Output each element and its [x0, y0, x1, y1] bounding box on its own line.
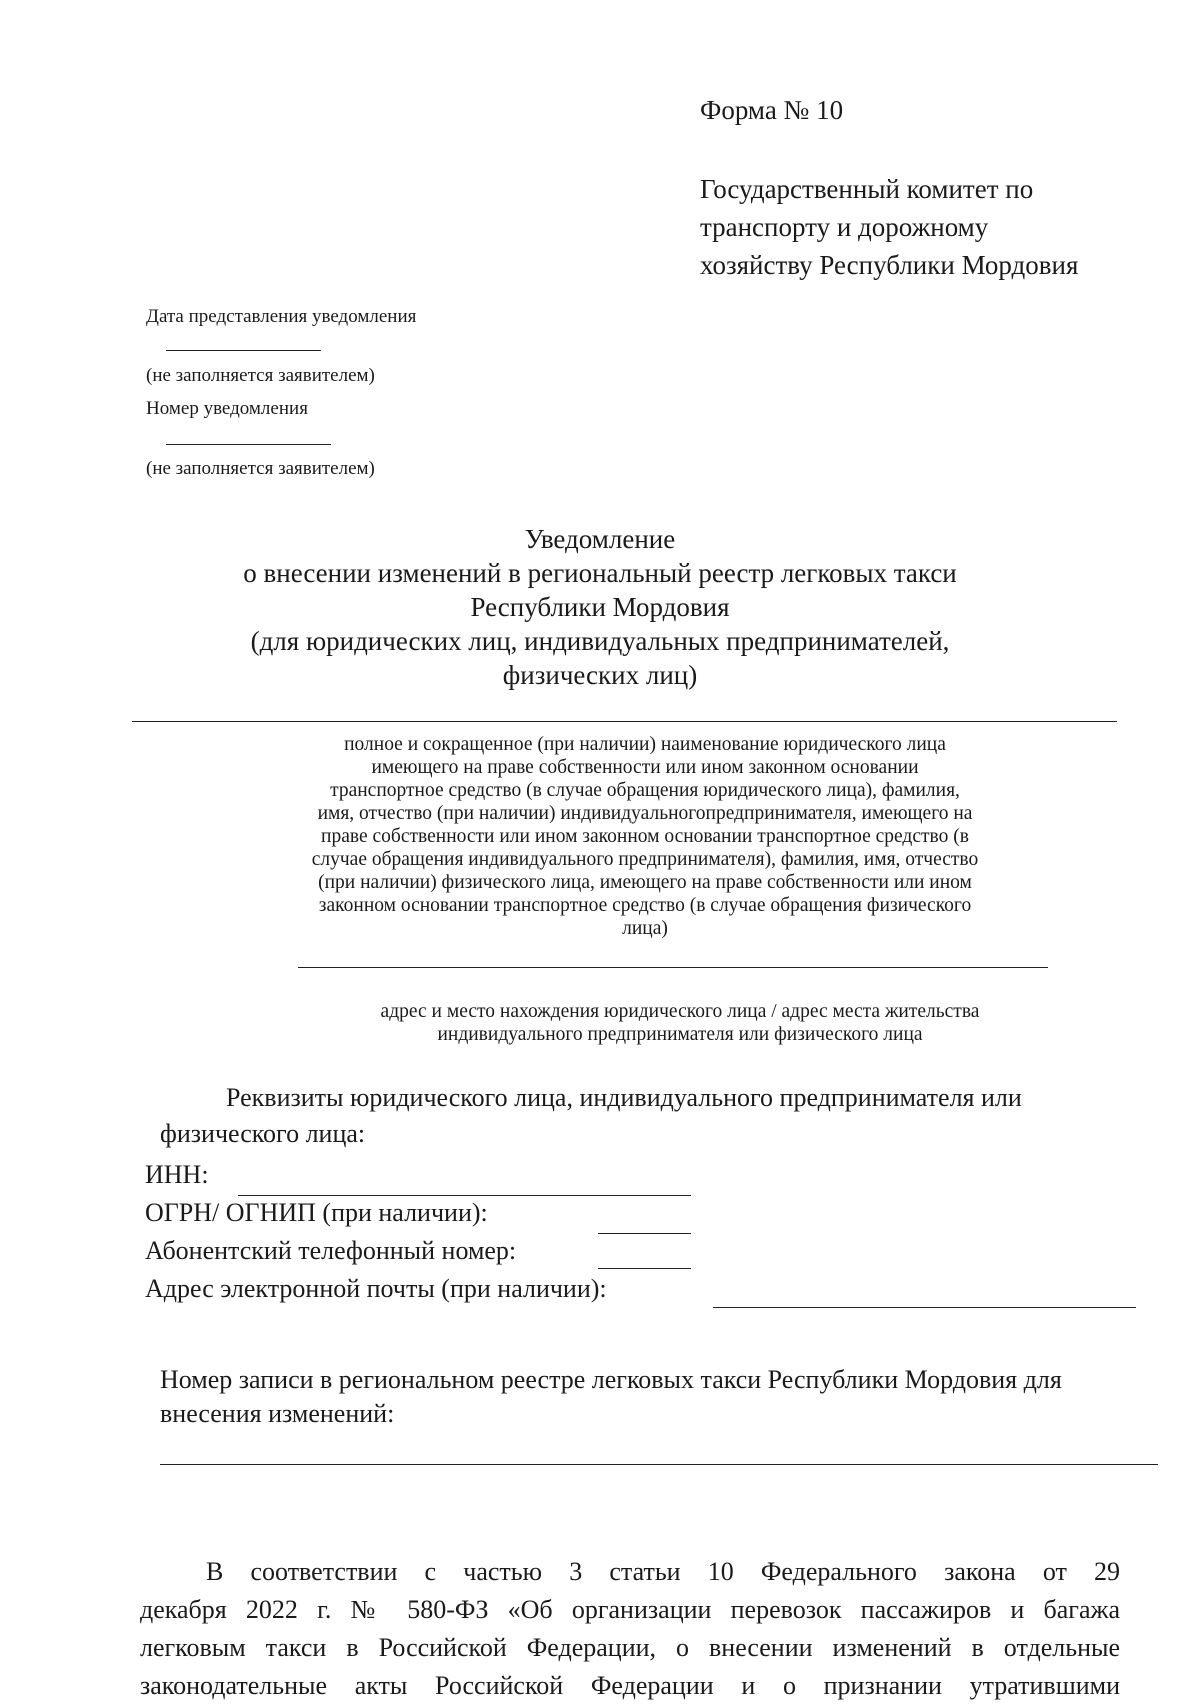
title-line: Республики Мордовия — [470, 592, 730, 622]
applicant-name-caption — [215, 733, 1075, 940]
notification-number-field[interactable] — [166, 444, 331, 445]
caption-line: имя, отчество (при наличии) индивидуальногопредпринимателя, имеющего на — [317, 803, 973, 824]
notification-number-note: (не заполняется заявителем) — [146, 458, 375, 479]
registry-label-line: Номер записи в региональном реестре легковых такси Республики Мордовия для — [160, 1365, 1062, 1394]
title-line: физических лиц) — [502, 660, 698, 690]
title-line: Уведомление — [524, 524, 676, 554]
notification-number-label: Номер уведомления — [146, 398, 308, 419]
submission-date-field[interactable] — [166, 350, 321, 351]
address-caption — [300, 1000, 1060, 1046]
caption-line: имеющего на праве собственности или ином законном основании — [371, 757, 919, 778]
paragraph-line: декабря 2022 г. № 580-ФЗ «Об организации перевозок пассажиров и багажа — [140, 1595, 1120, 1624]
form-number: Форма № 10 — [700, 95, 844, 125]
caption-line: случае обращения индивидуального предпринимателя), фамилия, имя, отчество — [311, 849, 979, 870]
registry-record-label — [160, 1363, 1160, 1431]
title-line: о внесении изменений в региональный реестр легковых такси — [243, 558, 957, 588]
inn-field[interactable] — [238, 1195, 691, 1196]
recipient-block — [700, 170, 1078, 284]
submission-date-label: Дата представления уведомления — [146, 306, 417, 327]
inn-label: ИНН: — [145, 1160, 209, 1189]
ogrn-field[interactable] — [598, 1233, 691, 1234]
caption-line: лица) — [622, 918, 668, 939]
requisites-heading — [160, 1080, 1120, 1152]
recipient-line: транспорту и дорожному — [700, 212, 989, 242]
registry-record-field[interactable] — [160, 1464, 1158, 1465]
caption-line: полное и сокращенное (при наличии) наименование юридического лица — [344, 734, 946, 755]
submission-date-note: (не заполняется заявителем) — [146, 365, 375, 386]
caption-line: законном основании транспортное средство (в случае обращения физического — [318, 895, 972, 916]
email-label: Адрес электронной почты (при наличии): — [145, 1274, 607, 1303]
ogrn-label: ОГРН/ ОГНИП (при наличии): — [145, 1198, 488, 1227]
address-field[interactable] — [298, 967, 1048, 968]
caption-line: транспортное средство (в случае обращения юридического лица), фамилия, — [330, 780, 960, 801]
phone-field[interactable] — [598, 1268, 691, 1269]
applicant-name-field[interactable] — [132, 721, 1117, 722]
document-title — [150, 522, 1050, 692]
title-line: (для юридических лиц, индивидуальных предпринимателей, — [250, 626, 950, 656]
caption-line: праве собственности или ином законном основании транспортное средство (в — [321, 826, 969, 847]
phone-label: Абонентский телефонный номер: — [145, 1236, 517, 1265]
registry-label-line: внесения изменений: — [160, 1399, 395, 1428]
email-field[interactable] — [713, 1307, 1136, 1308]
paragraph-line: В соответствии с частью 3 статьи 10 Федерального закона от 29 — [206, 1557, 1120, 1586]
legal-basis-paragraph — [140, 1553, 1120, 1705]
caption-line: адрес и место нахождения юридического лица / адрес места жительства — [380, 1001, 980, 1022]
requisites-heading-line: Реквизиты юридического лица, индивидуального предпринимателя или — [226, 1083, 1022, 1112]
paragraph-line: легковым такси в Российской Федерации, о внесении изменений в отдельные — [140, 1633, 1120, 1662]
caption-line: (при наличии) физического лица, имеющего на праве собственности или ином — [318, 872, 972, 893]
paragraph-line: законодательные акты Российской Федерации и о признании утратившими — [140, 1671, 1120, 1700]
recipient-line: Государственный комитет по — [700, 174, 1034, 204]
caption-line: индивидуального предпринимателя или физического лица — [437, 1024, 923, 1045]
requisites-heading-line: физического лица: — [160, 1119, 366, 1148]
recipient-line: хозяйству Республики Мордовия — [700, 250, 1079, 280]
